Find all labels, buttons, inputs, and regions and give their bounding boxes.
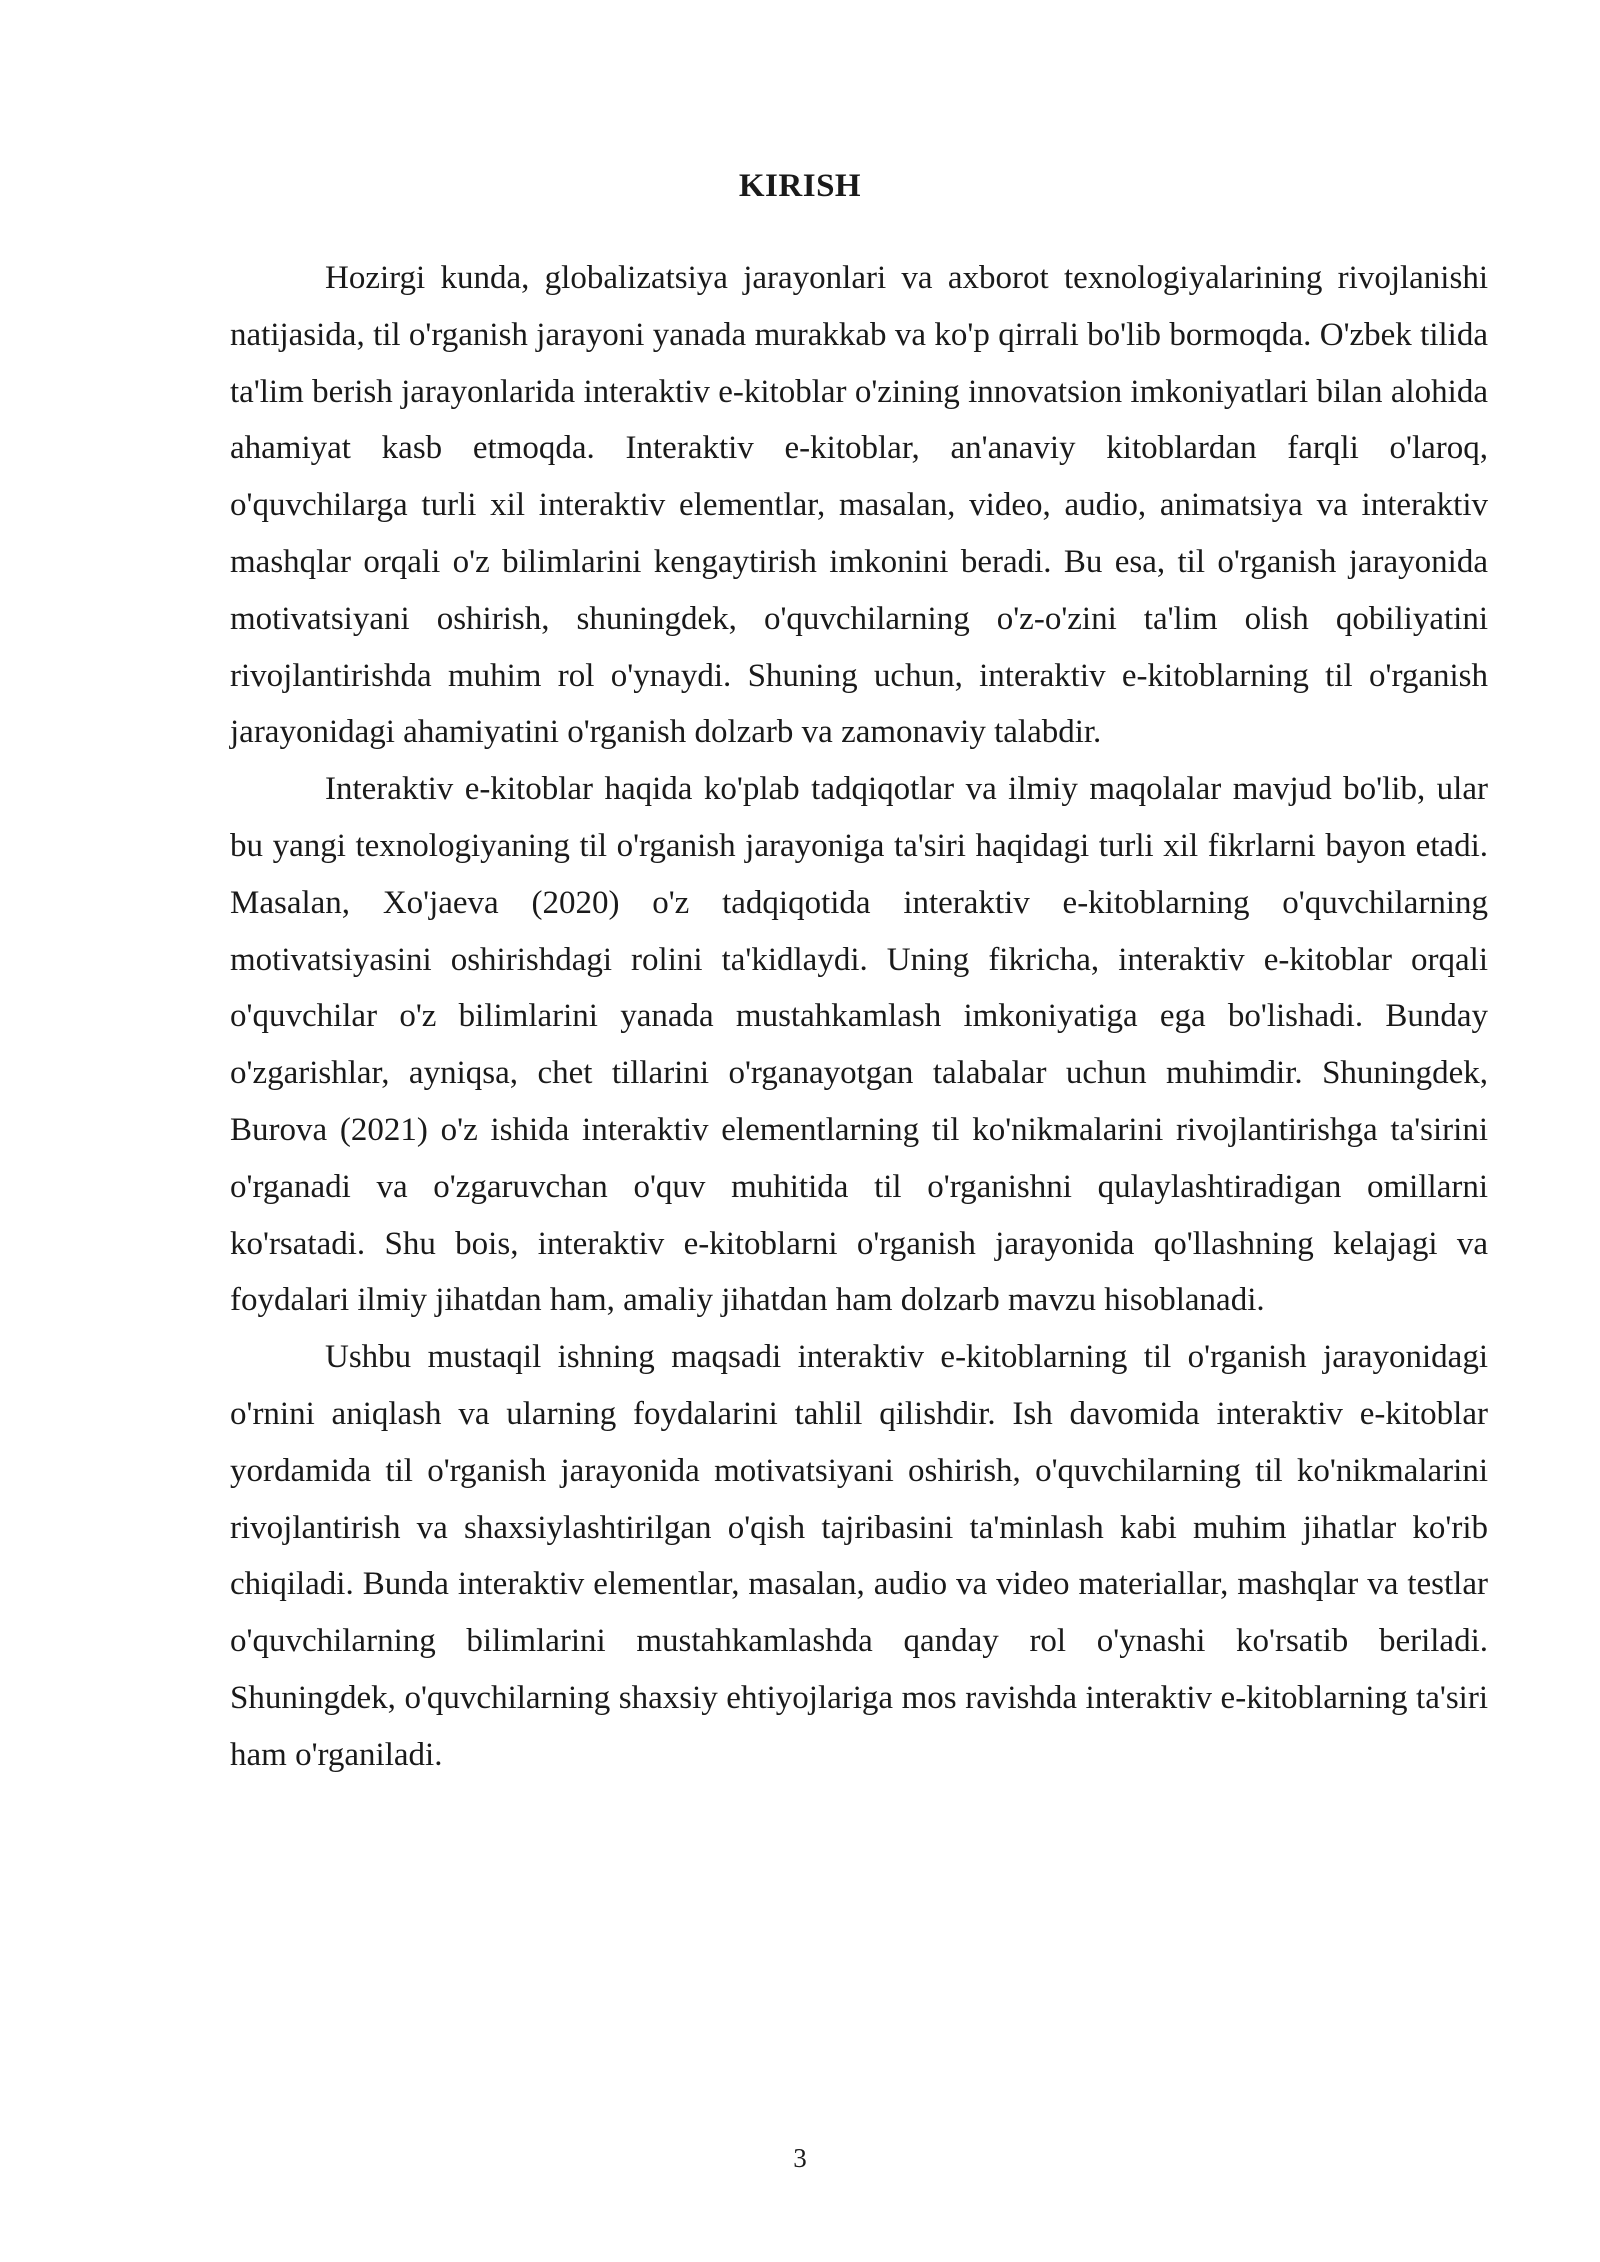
page-number: 3 [793, 2143, 807, 2173]
paragraph-3: Ushbu mustaqil ishning maqsadi interaktiv e-kitoblarning til o'rganish jarayonidagi o'rnini aniqlash va ularning foydalarini tahlil qilishdir. Ish davomida interaktiv e-kitoblar yordamida til o'rganish jarayonida motivatsiyani oshirish, o'quvchilarning til ko'nikmalarini rivojlantirish va shaxsiylashtirilgan o'qish tajribasini ta'minlash kabi muhim jihatlar ko'rib chiqiladi. Bunda interaktiv elementlar, masalan, audio va video materiallar, mashqlar va testlar o'quvchilarning bilimlarini mustahkamlashda qanday rol o'ynashi ko'rsatib beriladi. Shuningdek, o'quvchilarning shaxsiy ehtiyojlariga mos ravishda interaktiv e-kitoblarning ta'siri ham o'rganiladi. [230, 1339, 1488, 1773]
paragraph-2: Interaktiv e-kitoblar haqida ko'plab tadqiqotlar va ilmiy maqolalar mavjud bo'lib, ular bu yangi texnologiyaning til o'rganish jarayoniga ta'siri haqidagi turli xil fikrlarni bayon etadi. Masalan, Xo'jaeva (2020) o'z tadqiqotida interaktiv e-kitoblarning o'quvchilarning motivatsiyasini oshirishdagi rolini ta'kidlaydi. Uning fikricha, interaktiv e-kitoblar orqali o'quvchilar o'z bilimlarini yanada mustahkamlash imkoniyatiga ega bo'lishadi. Bunday o'zgarishlar, ayniqsa, chet tillarini o'rganayotgan talabalar uchun muhimdir. Shuningdek, Burova (2021) o'z ishida interaktiv elementlarning til ko'nikmalarini rivojlantirishga ta'sirini o'rganadi va o'zgaruvchan o'quv muhitida til o'rganishni qulaylashtiradigan omillarni ko'rsatadi. Shu bois, interaktiv e-kitoblarni o'rganish jarayonida qo'llashning kelajagi va foydalari ilmiy jihatdan ham, amaliy jihatdan ham dolzarb mavzu hisoblanadi. [230, 771, 1488, 1319]
paragraph-1: Hozirgi kunda, globalizatsiya jarayonlari va axborot texnologiyalarining rivojlanishi natijasida, til o'rganish jarayoni yanada murakkab va ko'p qirrali bo'lib bormoqda. O'zbek tilida ta'lim berish jarayonlarida interaktiv e-kitoblar o'zining innovatsion imkoniyatlari bilan alohida ahamiyat kasb etmoqda. Interaktiv e-kitoblar, an'anaviy kitoblardan farqli o'laroq, o'quvchilarga turli xil interaktiv elementlar, masalan, video, audio, animatsiya va interaktiv mashqlar orqali o'z bilimlarini kengaytirish imkonini beradi. Bu esa, til o'rganish jarayonida motivatsiyani oshirish, shuningdek, o'quvchilarning o'z-o'zini ta'lim olish qobiliyatini rivojlantirishda muhim rol o'ynaydi. Shuning uchun, interaktiv e-kitoblarning til o'rganish jarayonidagi ahamiyatini o'rganish dolzarb va zamonaviy talabdir. [230, 260, 1488, 751]
section-heading: KIRISH [738, 168, 862, 204]
body-text [230, 250, 1488, 1784]
